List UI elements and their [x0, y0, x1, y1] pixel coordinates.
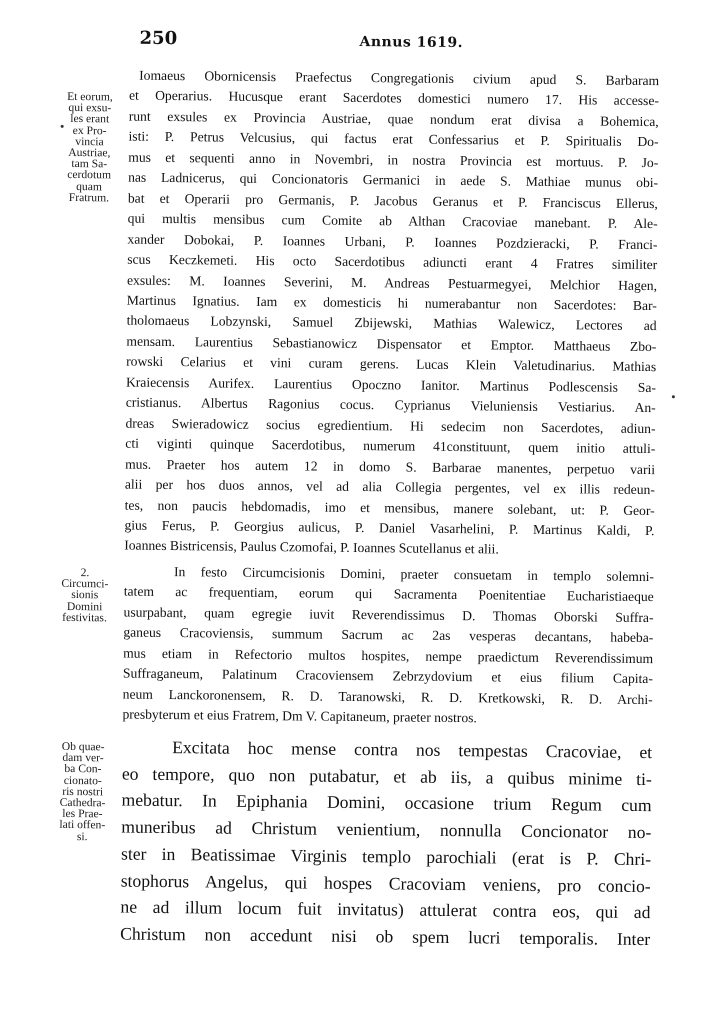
- text-line: usurpabant, quam egregie iuvit Reverendissimus D. Thomas Oborski Suffra-: [123, 604, 654, 626]
- text-line: tes, non paucis hebdomadis, imo et mensibus, manere solebant, ut: P. Geor-: [124, 497, 655, 518]
- text-line: presbyterum et eius Fratrem, Dm V. Capitaneum, praeter nostros.: [122, 706, 477, 726]
- page-number: 250: [139, 27, 178, 50]
- text-line: dreas Swieradowicz socius egredientium. Hi sedecim non Sacerdotes, adiun-: [125, 415, 656, 436]
- text-line: isti: P. Petrus Velcusius, qui factus erat Confessarius et P. Spiritualis Do-: [128, 128, 659, 150]
- text-line: ganeus Cracoviensis, summum Sacrum ac 2as vesperas decantans, habeba-: [123, 624, 654, 646]
- margin-note-exiles: Et eorum, qui exsu- les erant ex Pro- vincia Austriae, tam Sa- cerdotum quam Fratrum.: [67, 89, 113, 205]
- text-line: mus et sequenti anno in Novembri, in nostra Provincia est mortuus. P. Jo-: [128, 149, 659, 170]
- text-line: In festo Circumcisionis Domini, praeter consuetam in templo solemni-: [173, 564, 655, 585]
- text-line: scus Keczkemeti. His octo Sacerdotibus adiuncti erant 4 Fratres similiter: [127, 251, 658, 273]
- margin-note-circumcision: 2. Circumci- sionis Domini festivitas.: [61, 566, 109, 625]
- text-line: Kraiecensis Aurifex. Laurentius Opoczno Ianitor. Martinus Podlescensis Sa-: [125, 374, 657, 395]
- text-line: cristianus. Albertus Ragonius cocus. Cyprianus Vieluniensis Vestiarius. An-: [125, 394, 656, 416]
- ink-speck: [61, 125, 64, 128]
- text-line: exsules: M. Ioannes Severini, M. Andreas Pestuarmegyei, Melchior Hagen,: [126, 272, 658, 293]
- text-line: bat et Operarii pro Germanis, P. Jacobus Geranus et P. Franciscus Ellerus,: [127, 190, 658, 211]
- text-line: tholomaeus Lobzynski, Samuel Zbijewski, Mathias Walewicz, Lectores ad: [126, 313, 657, 334]
- ink-speck: [672, 395, 675, 398]
- text-line: Christum non accedunt nisi ob spem lucri temporalis. Inter: [120, 923, 651, 950]
- text-line: nas Ladnicerus, qui Concionatoris Germanici in aede S. Mathiae munus obi-: [128, 169, 659, 191]
- text-line: Iomaeus Obornicensis Praefectus Congregationis civium apud S. Barbaram: [139, 67, 660, 89]
- text-line: alii per hos duos annos, vel ad alia Collegia pergentes, vel ex illis redeun-: [124, 476, 655, 498]
- text-line: cti viginti quinque Sacerdotibus, numerum 41constituunt, quem initio attuli-: [125, 435, 656, 457]
- text-line: tatem ac frequentiam, eorum qui Sacramenta Poenitentiae Eucharistiaeque: [123, 584, 654, 605]
- paragraph-circumcision-feast: [122, 562, 654, 731]
- section-domestic-members: [0, 64, 719, 557]
- text-line: mebatur. In Epiphania Domini, occasione trium Regum cum: [121, 789, 652, 816]
- text-line: muneribus ad Christum venientium, nonnulla Concionator no-: [121, 816, 652, 843]
- text-line: mus. Praeter hos autem 12 in domo S. Barbarae manentes, perpetuo varii: [125, 456, 656, 477]
- text-line: neum Lanckoronensem, R. D. Taranowski, R. D. Kretkowski, R. D. Archi-: [122, 686, 653, 707]
- margin-note-prelates-offended: Ob quae- dam ver- ba Con- cionato- ris nostri Cathedra- les Prae- lati offen- si.: [59, 739, 106, 843]
- text-line: qui multis mensibus cum Comite ab Althan Cracoviae manebant. P. Ale-: [127, 210, 658, 232]
- running-title: Annus 1619.: [359, 33, 464, 52]
- text-line: Suffraganeum, Palatinum Cracoviensem Zebrzydovium et eius filium Capita-: [122, 665, 653, 687]
- text-line: runt exsules ex Provincia Austriae, quae nondum erat divisa a Bohemica,: [128, 108, 659, 130]
- page-header: [129, 28, 659, 58]
- text-line: et Operarius. Hucusque erant Sacerdotes domestici numero 17. His accesse-: [128, 88, 660, 109]
- text-line: gius Ferus, P. Georgius aulicus, P. Daniel Vasarhelini, P. Martinus Kaldi, P.: [124, 517, 655, 539]
- text-line: eo tempore, quo non putabatur, et ab iis, a quibus minime ti-: [121, 763, 652, 789]
- text-line: xander Dobokai, P. Ioannes Urbani, P. Ioannes Pozdzieracki, P. Franci-: [127, 231, 658, 252]
- text-line: Martinus Ignatius. Iam ex domesticis hi numerabantur non Sacerdotes: Bar-: [126, 292, 657, 314]
- text-line: stophorus Angelus, qui hospes Cracoviam veniens, pro concio-: [120, 870, 651, 896]
- text-line: Ioannes Bistricensis, Paulus Czomofai, P. Ioannes Scutellanus et alii.: [124, 537, 499, 557]
- text-line: mensam. Laurentius Sebastianowicz Dispensator et Emptor. Matthaeus Zbo-: [126, 333, 657, 355]
- paragraph-tempest-cracow: [120, 734, 652, 953]
- section-tempest-cracow: [0, 732, 712, 950]
- paragraph-domestic-members: [124, 66, 659, 562]
- text-line: ster in Beatissimae Virginis templo parochiali (erat is P. Chri-: [120, 843, 652, 869]
- text-line: Excitata hoc mense contra nos tempestas Cracoviae, et: [172, 737, 653, 763]
- text-line: ne ad illum locum fuit invitatus) attulerat contra eos, qui ad: [120, 896, 651, 923]
- text-line: mus etiam in Refectorio multos hospites, nempe praedictum Reverendissimum: [123, 645, 654, 666]
- text-line: rowski Celarius et vini curam gerens. Lucas Klein Valetudinarius. Mathias: [126, 353, 657, 375]
